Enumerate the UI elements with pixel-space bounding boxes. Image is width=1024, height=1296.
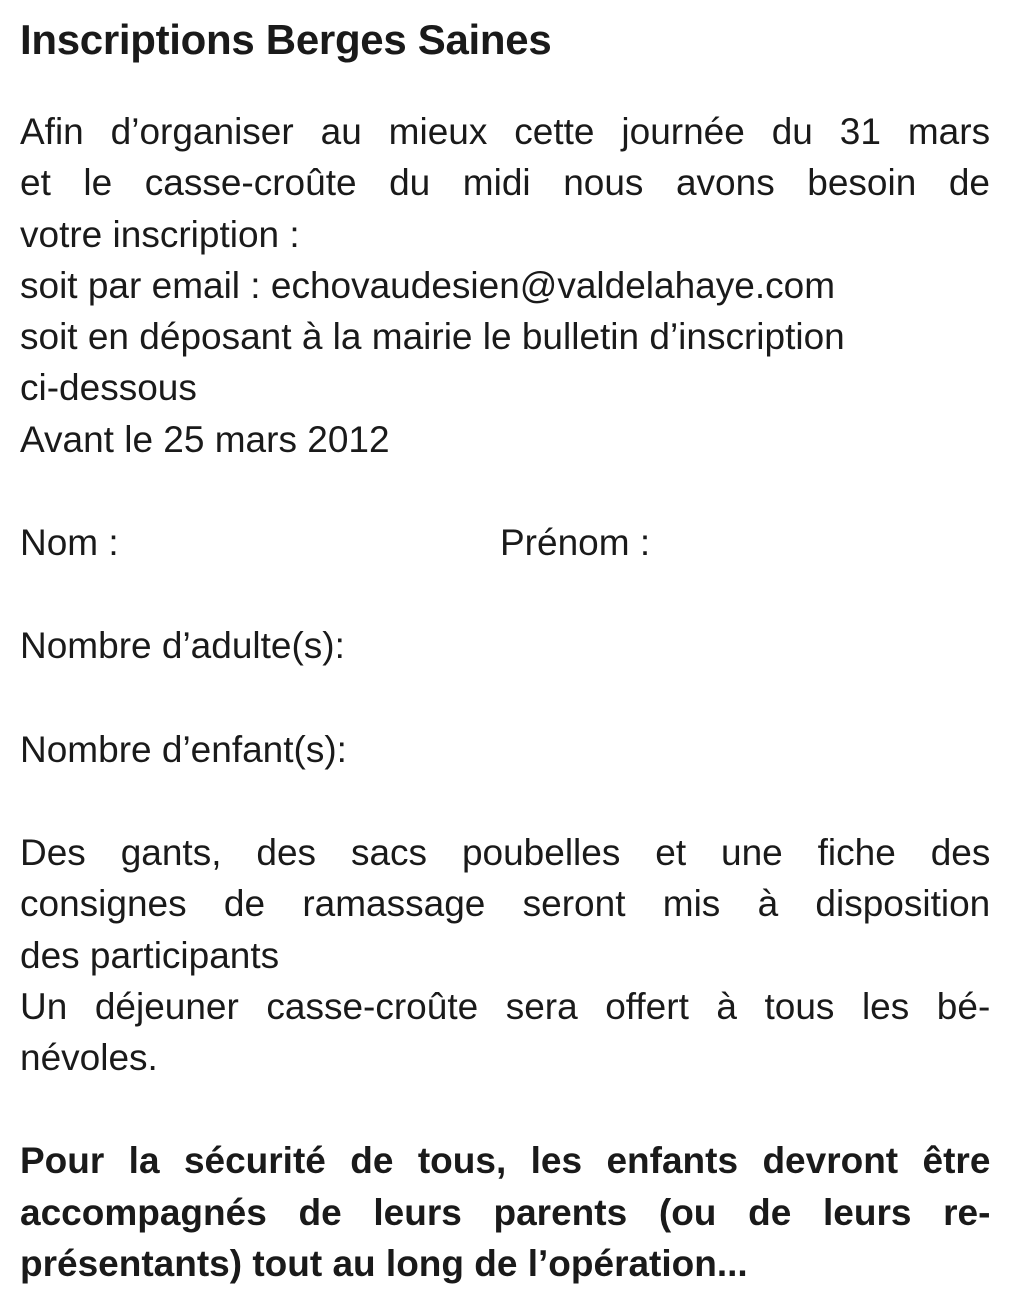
children-field-row — [20, 724, 990, 775]
prenom-label: Prénom : — [500, 522, 651, 564]
enfants-label: Nombre d’enfant(s): — [20, 728, 347, 770]
document-title: Inscriptions Berges Saines — [20, 16, 552, 63]
email-line: soit par email : echovaudesien@valdelahaye.com — [20, 264, 836, 306]
intro-line: et le casse-croûte du midi nous avons besoin de — [20, 162, 990, 204]
adults-field-row — [20, 620, 990, 671]
nom-label: Nom : — [20, 522, 119, 564]
intro-line: Afin d’organiser au mieux cette journée du 31 mars — [20, 111, 991, 152]
intro-line: votre inscription : — [20, 213, 300, 255]
intro-paragraph — [20, 106, 990, 465]
name-field-row — [20, 517, 990, 568]
adultes-label: Nombre d’adulte(s): — [20, 625, 345, 667]
info-paragraph — [20, 827, 990, 1083]
safety-warning — [20, 1135, 990, 1289]
deadline-line: Avant le 25 mars 2012 — [20, 418, 390, 460]
registration-form-document — [20, 14, 990, 1289]
intro-line: ci-dessous — [20, 367, 197, 409]
intro-line: soit en déposant à la mairie le bulletin d’inscription — [20, 316, 845, 358]
info-line: névoles. — [20, 1037, 158, 1079]
info-line: Un déjeuner casse-croûte sera offert à tous les bé- — [20, 985, 991, 1027]
info-line: consignes de ramassage seront mis à disposition — [20, 883, 991, 925]
info-line: Des gants, des sacs poubelles et une fiche des — [20, 831, 991, 873]
warning-line: présentants) tout au long de l’opération... — [20, 1243, 748, 1285]
warning-line: Pour la sécurité de tous, les enfants devront être — [20, 1140, 991, 1182]
info-line: des participants — [20, 934, 280, 976]
warning-line: accompagnés de leurs parents (ou de leurs re- — [20, 1191, 991, 1233]
